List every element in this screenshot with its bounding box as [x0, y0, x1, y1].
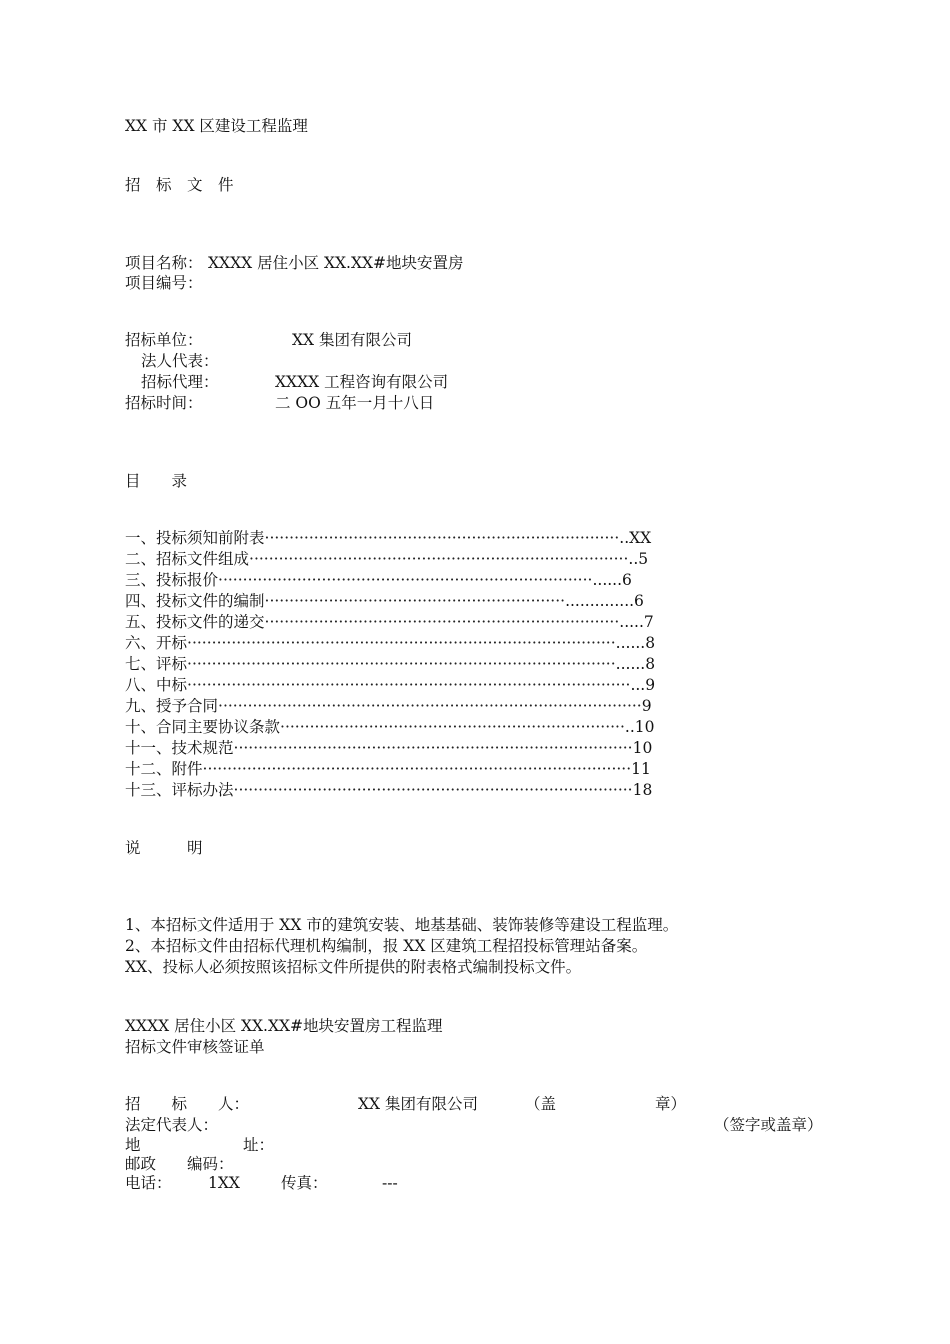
toc-item-label: 四、投标文件的编制: [125, 592, 265, 610]
postal-code-label: 邮政 编码：: [125, 1155, 234, 1173]
toc-leader-dots: ··························································································: [187, 676, 631, 694]
toc-item[interactable]: [125, 759, 655, 780]
toc-item[interactable]: [125, 738, 655, 759]
toc-item-label: 九、授予合同: [125, 697, 219, 715]
toc-leader-dots: ······································································: [280, 718, 625, 736]
note-item: 1、本招标文件适用于 XX 市的建筑安装、地基基础、装饰装修等建设工程监理。: [125, 916, 679, 934]
seal-open: （盖: [525, 1095, 557, 1113]
fax-label: 传真：: [281, 1174, 328, 1192]
toc-leader-dots: ········································································: [264, 529, 620, 547]
toc-item-page: 18: [632, 781, 653, 799]
tender-unit-value: XX 集团有限公司: [292, 331, 412, 349]
doc-title: 招 标 文 件: [125, 176, 234, 194]
phone-label: 电话：: [125, 1174, 172, 1192]
toc-item[interactable]: [125, 675, 655, 696]
toc-item-label: 一、投标须知前附表: [125, 529, 265, 547]
signature-note: （签字或盖章）: [714, 1116, 823, 1134]
toc-item[interactable]: [125, 717, 655, 738]
toc-item[interactable]: [125, 570, 655, 591]
toc-item-page: ..5: [628, 550, 649, 568]
toc-leader-dots: ············································································: [218, 571, 593, 589]
toc-item-page: 10: [632, 739, 653, 757]
toc-item-page: ...9: [630, 676, 656, 694]
toc-item-label: 二、招标文件组成: [125, 550, 250, 568]
seal-close: 章）: [655, 1095, 687, 1113]
tenderer-value: XX 集团有限公司: [358, 1095, 478, 1113]
fax-value: ---: [382, 1174, 398, 1192]
toc-item-page: ..............6: [565, 592, 644, 610]
note-item: XX、投标人必须按照该招标文件所提供的附表格式编制投标文件。: [125, 958, 582, 976]
toc-leader-dots: ·················································································: [233, 781, 633, 799]
phone-value: 1XX: [208, 1174, 240, 1192]
tender-time-value: 二 OO 五年一月十八日: [275, 394, 435, 412]
toc-item-label: 七、评标: [125, 655, 188, 673]
legal-rep-label: 法人代表：: [141, 352, 219, 370]
toc-leader-dots: ·················································································: [233, 739, 633, 757]
toc-item-page: ..XX: [619, 529, 652, 547]
toc-title: 目 录: [125, 472, 188, 490]
toc-leader-dots: ·············································································: [249, 550, 629, 568]
toc-item-page: 11: [631, 760, 651, 778]
toc-item[interactable]: [125, 780, 655, 801]
toc-leader-dots: ······················································································: [218, 697, 642, 715]
toc-item-label: 三、投标报价: [125, 571, 219, 589]
toc-item-page: .....7: [619, 613, 654, 631]
toc-leader-dots: ·······················································································: [187, 634, 616, 652]
note-item: 2、本招标文件由招标代理机构编制，报 XX 区建筑工程招投标管理站备案。: [125, 937, 648, 955]
address-label-start: 地: [125, 1136, 141, 1154]
toc-item-label: 六、开标: [125, 634, 188, 652]
toc-leader-dots: ·······················································································: [202, 760, 632, 778]
tender-time-label: 招标时间：: [125, 394, 203, 412]
project-number-label: 项目编号：: [125, 274, 203, 292]
toc-item-page: ......8: [615, 634, 656, 652]
toc-item[interactable]: [125, 549, 655, 570]
toc-leader-dots: ········································································: [264, 613, 620, 631]
org-title: XX 市 XX 区建设工程监理: [125, 117, 308, 135]
review-title: XXXX 居住小区 XX.XX#地块安置房工程监理: [125, 1017, 443, 1035]
toc-item[interactable]: [125, 654, 655, 675]
toc-item[interactable]: [125, 633, 655, 654]
toc-item[interactable]: [125, 612, 655, 633]
toc-item-label: 十、合同主要协议条款: [125, 718, 281, 736]
toc-item-label: 十二、附件: [125, 760, 203, 778]
toc-item-page: ......8: [615, 655, 656, 673]
toc-item-label: 十一、技术规范: [125, 739, 234, 757]
toc-item[interactable]: [125, 591, 655, 612]
toc-leader-dots: ·······················································································: [187, 655, 616, 673]
toc-item-page: ..10: [624, 718, 655, 736]
legal-representative-label: 法定代表人：: [125, 1116, 219, 1134]
toc-leader-dots: ·····························································: [264, 592, 566, 610]
review-subtitle: 招标文件审核签证单: [125, 1038, 265, 1056]
toc-item-label: 十三、评标办法: [125, 781, 234, 799]
agent-label: 招标代理：: [141, 373, 219, 391]
tenderer-label: 招 标 人：: [125, 1095, 250, 1113]
notes-title: 说 明: [125, 839, 203, 857]
project-name-label: 项目名称：: [125, 254, 203, 272]
toc-item[interactable]: [125, 528, 655, 549]
tender-unit-label: 招标单位：: [125, 331, 203, 349]
toc-item-page: ......6: [592, 571, 632, 589]
toc-item[interactable]: [125, 696, 655, 717]
toc-item-label: 八、中标: [125, 676, 188, 694]
project-name-value: XXXX 居住小区 XX.XX#地块安置房: [208, 254, 464, 272]
table-of-contents: [125, 528, 655, 801]
toc-item-label: 五、投标文件的递交: [125, 613, 265, 631]
agent-value: XXXX 工程咨询有限公司: [275, 373, 449, 391]
address-label-end: 址：: [243, 1136, 275, 1154]
toc-item-page: 9: [641, 697, 652, 715]
